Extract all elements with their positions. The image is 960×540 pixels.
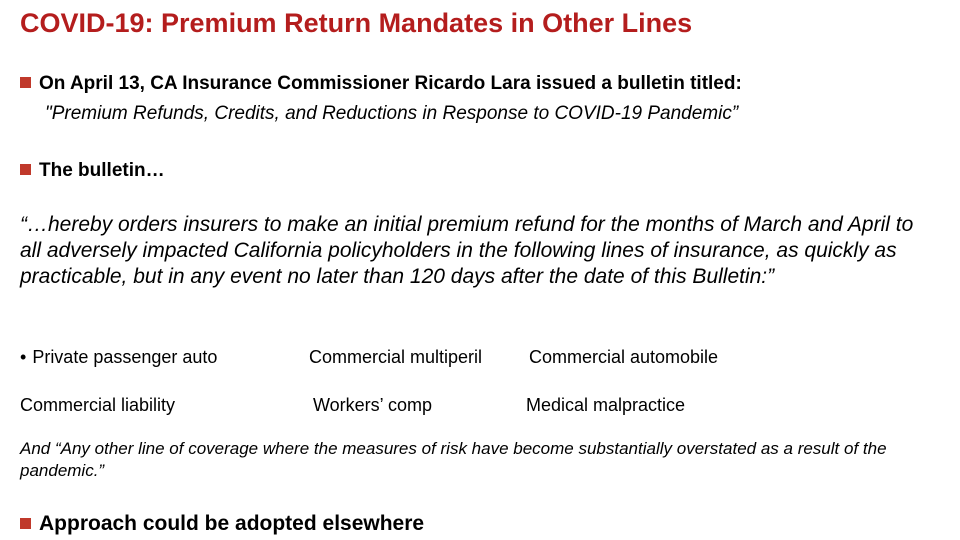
bullet-the-bulletin: [20, 160, 165, 182]
bullet-bulletin-issued: [20, 73, 742, 95]
line-of-insurance: Workers’ comp: [313, 395, 433, 415]
line-of-insurance: [20, 347, 217, 368]
bullet-approach: [20, 512, 424, 536]
other-lines-note: And “Any other line of coverage where the measures of risk have become substantially overstated as a result of the pandemic.”: [20, 439, 887, 480]
line-of-insurance: Commercial automobile: [529, 347, 719, 367]
square-bullet-icon: [20, 164, 31, 175]
bullet-text: The bulletin…: [39, 160, 165, 181]
line-label: Private passenger auto: [32, 347, 218, 367]
bullet-text: On April 13, CA Insurance Commissioner Ricardo Lara issued a bulletin titled:: [39, 73, 742, 94]
dot-bullet-icon: •: [20, 347, 27, 367]
bulletin-title: "Premium Refunds, Credits, and Reductions in Response to COVID-19 Pandemic”: [45, 103, 739, 124]
square-bullet-icon: [20, 518, 31, 529]
line-of-insurance: Commercial liability: [20, 395, 176, 415]
square-bullet-icon: [20, 77, 31, 88]
line-of-insurance: Medical malpractice: [526, 395, 686, 415]
bullet-text: Approach could be adopted elsewhere: [39, 512, 425, 535]
bulletin-quote: “…hereby orders insurers to make an initial premium refund for the months of March and April to all adversely impacted California policyholders in the following lines of insurance, as quickly as practicable, but in any event no later than 120 days after the date of this Bulletin:”: [20, 213, 914, 288]
line-of-insurance: Commercial multiperil: [309, 347, 483, 367]
slide-title: COVID-19: Premium Return Mandates in Other Lines: [20, 8, 693, 38]
